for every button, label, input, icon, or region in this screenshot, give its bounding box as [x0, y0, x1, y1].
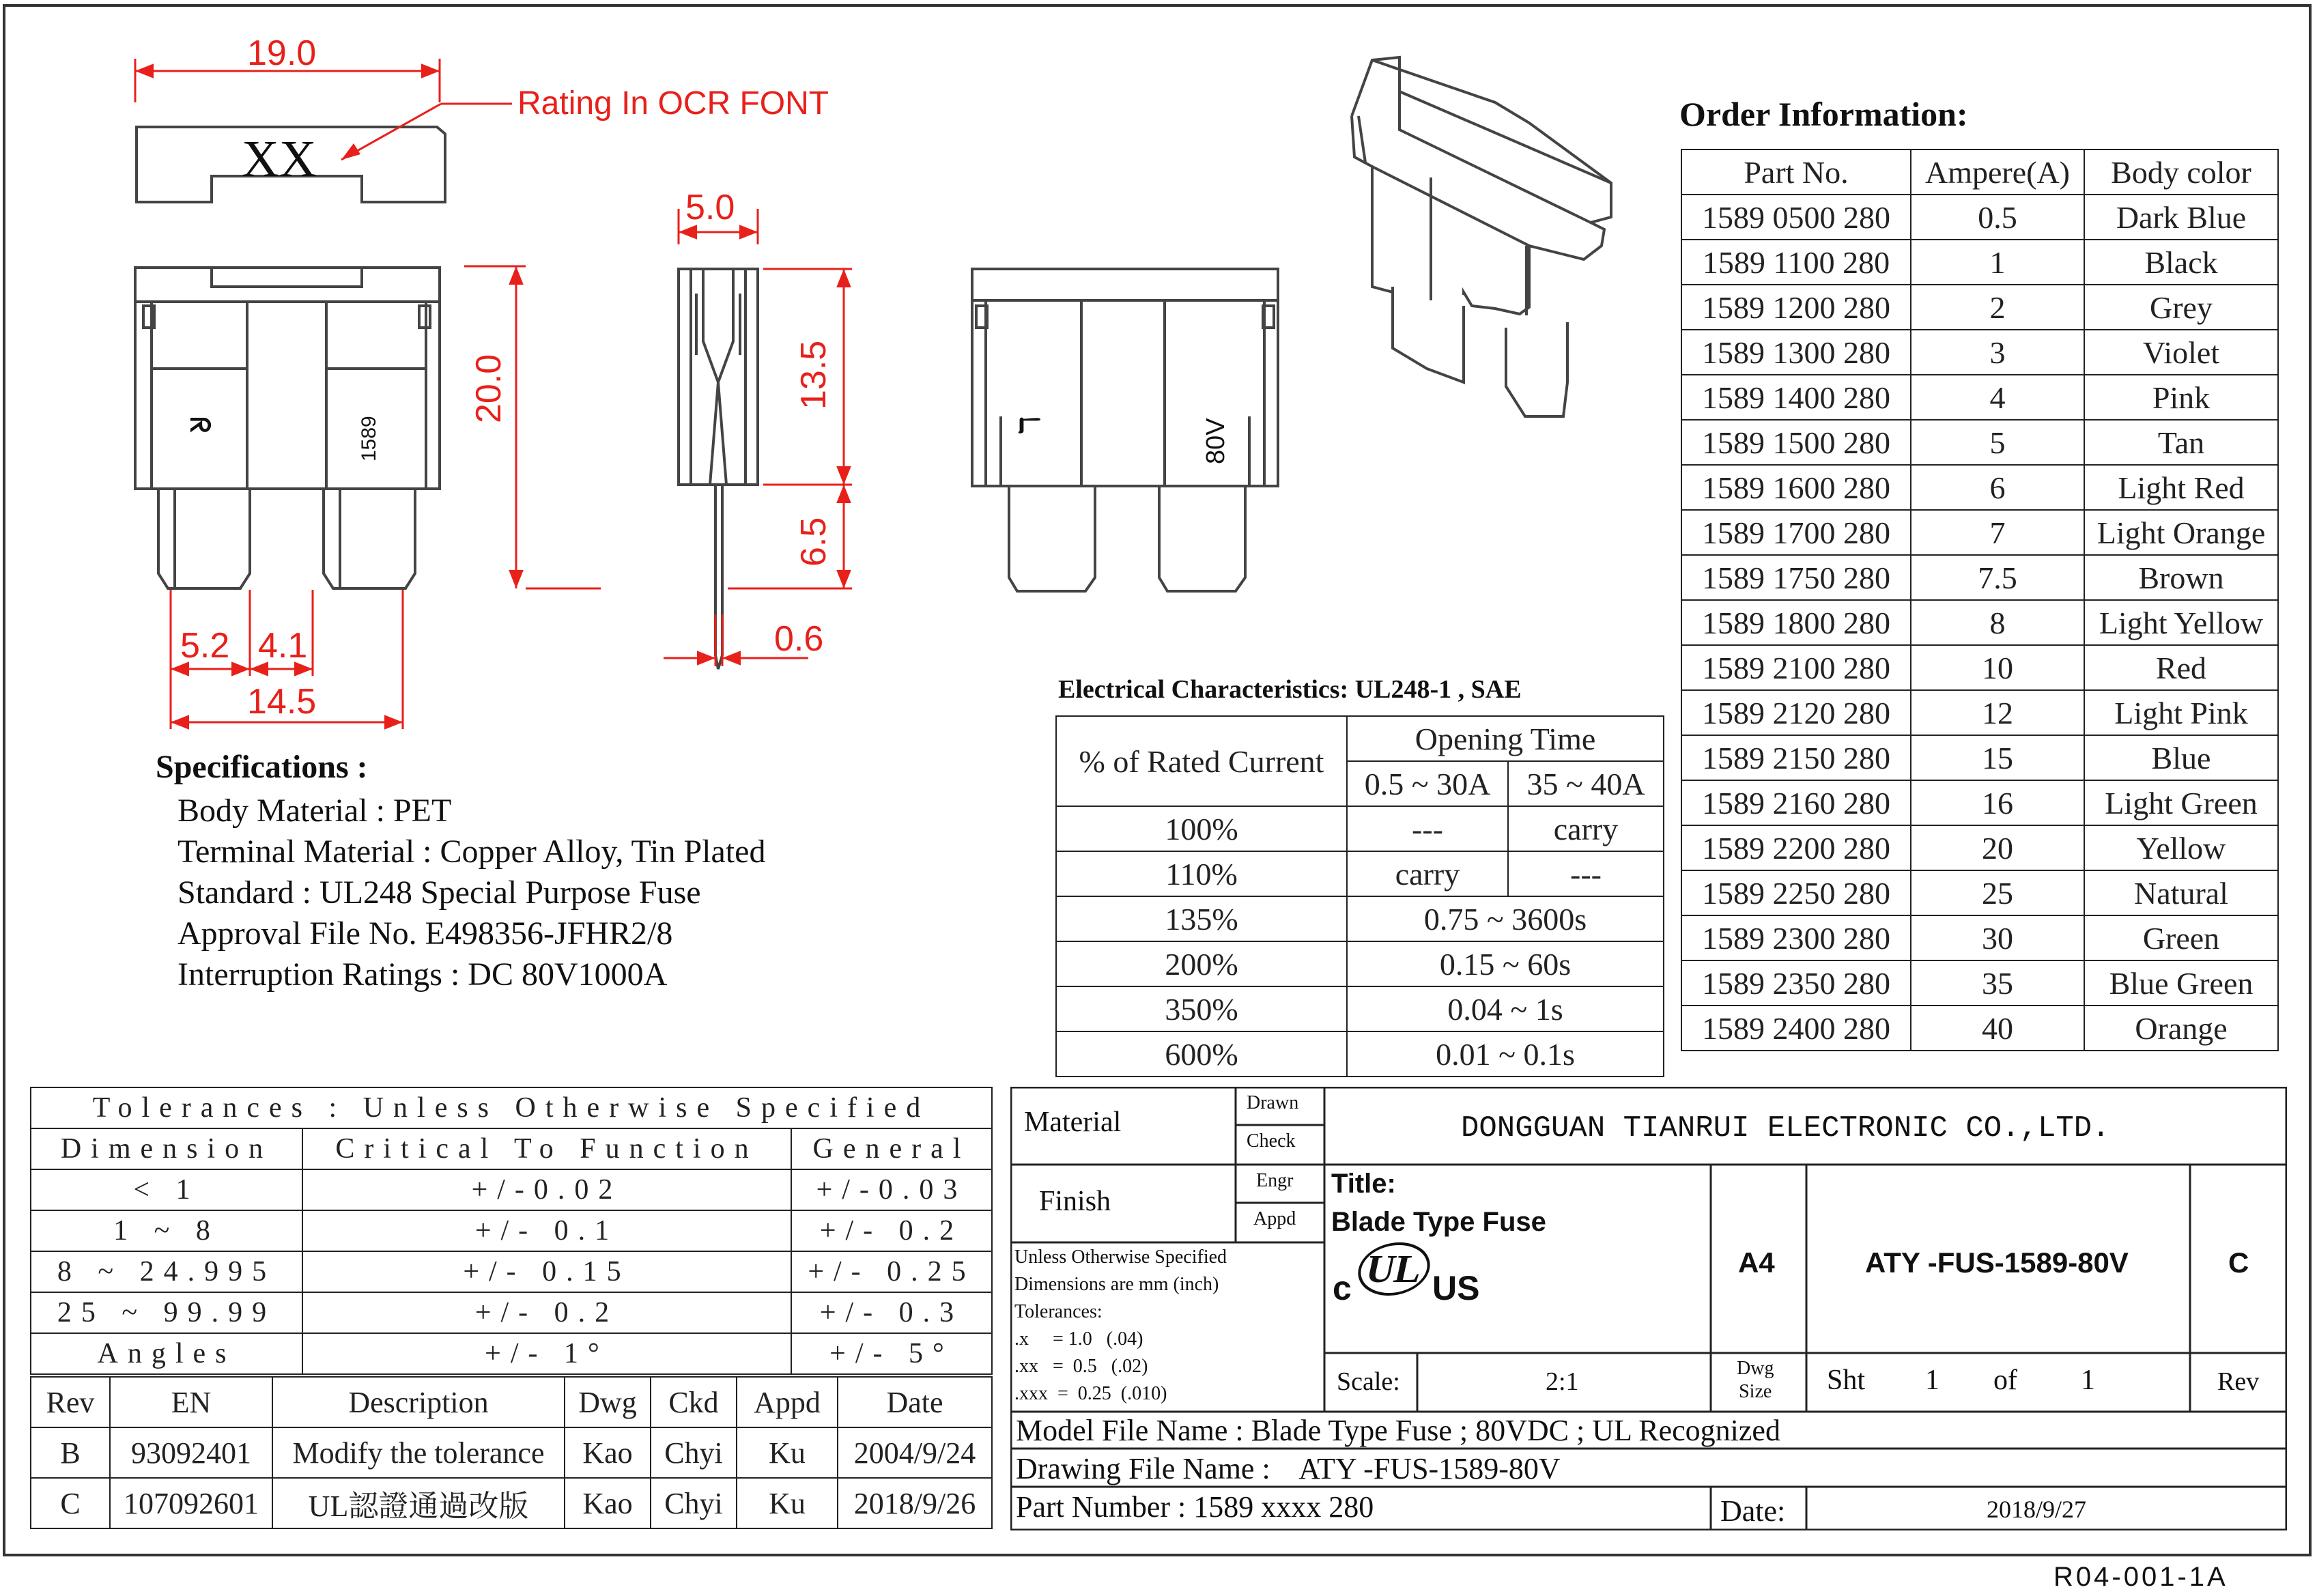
tolerance-cell: +/- 0.1 — [302, 1210, 791, 1251]
order-heading: Order Information: — [1679, 95, 1968, 133]
tolerance-cell: +/- 1° — [302, 1333, 791, 1374]
sheet-size: A4 — [1738, 1246, 1775, 1279]
order-cell: 2 — [1911, 285, 2084, 330]
note-line: Dimensions are mm (inch) — [1014, 1274, 1219, 1295]
order-row — [1681, 825, 2278, 870]
cell: 0.04 ~ 1s — [1347, 986, 1664, 1031]
revision-cell: Kao — [565, 1478, 651, 1528]
tolerance-cell: +/- 0.2 — [791, 1210, 992, 1251]
front-view — [135, 268, 440, 588]
isometric-view — [1352, 57, 1611, 416]
revision-cell: Chyi — [651, 1478, 737, 1528]
sub-col: 35 ~ 40A — [1508, 761, 1664, 806]
engr-label: Engr — [1256, 1170, 1294, 1191]
order-cell: 16 — [1911, 780, 2084, 825]
cell: 0.01 ~ 0.1s — [1347, 1031, 1664, 1077]
revision-cell: 2004/9/24 — [838, 1427, 992, 1478]
order-cell: Violet — [2084, 330, 2278, 375]
revision-cell: B — [31, 1427, 110, 1478]
order-row — [1681, 780, 2278, 825]
revision-cell: 107092601 — [110, 1478, 272, 1528]
ul-logo-icon: UL — [1353, 1242, 1436, 1296]
dwg-size-label — [1737, 1357, 1774, 1403]
tolerance-cell: 1 ~ 8 — [31, 1210, 302, 1251]
order-cell: 1589 2250 280 — [1681, 870, 1911, 915]
order-cell: Pink — [2084, 375, 2278, 420]
tolerance-cell: +/-0.03 — [791, 1169, 992, 1210]
order-cell: 1589 2160 280 — [1681, 780, 1911, 825]
order-cell: 30 — [1911, 915, 2084, 960]
order-cell: 7 — [1911, 510, 2084, 555]
back-mark: 80V — [1202, 418, 1230, 464]
rev-header: Appd — [737, 1377, 838, 1427]
rev-label: Rev — [2217, 1367, 2260, 1396]
ul-us-mark: US — [1432, 1269, 1480, 1307]
order-cell: Light Pink — [2084, 690, 2278, 735]
brand-mark-icon: ℸ — [1014, 416, 1045, 434]
tolerance-cell: < 1 — [31, 1169, 302, 1210]
of-label: of — [1993, 1365, 2017, 1396]
scale-value: 2:1 — [1546, 1367, 1579, 1396]
title-block — [1010, 1087, 2287, 1530]
order-cell: 10 — [1911, 645, 2084, 690]
spec-line: Standard : UL248 Special Purpose Fuse — [177, 874, 701, 911]
spec-line: Approval File No. E498356-JFHR2/8 — [177, 915, 673, 952]
revision-cell: Kao — [565, 1427, 651, 1478]
dwg-size-line: Size — [1739, 1381, 1772, 1402]
order-cell: Green — [2084, 915, 2278, 960]
mechanical-drawing — [0, 0, 1679, 758]
cell: carry — [1508, 806, 1664, 851]
drawing-number: ATY -FUS-1589-80V — [1865, 1246, 2129, 1279]
tolerance-cell: 8 ~ 24.995 — [31, 1251, 302, 1292]
tolerance-row — [31, 1251, 992, 1292]
order-cell: 1589 2150 280 — [1681, 735, 1911, 780]
revision-cell: Chyi — [651, 1427, 737, 1478]
cell: 350% — [1056, 986, 1347, 1031]
tolerance-cell: +/- 0.25 — [791, 1251, 992, 1292]
order-row — [1681, 195, 2278, 240]
appd-label: Appd — [1253, 1208, 1296, 1229]
order-cell: Blue — [2084, 735, 2278, 780]
order-cell: 20 — [1911, 825, 2084, 870]
order-row — [1681, 690, 2278, 735]
order-header: Part No. — [1681, 149, 1911, 195]
order-cell: 1589 2350 280 — [1681, 960, 1911, 1006]
revision-row — [31, 1427, 992, 1478]
order-cell: Black — [2084, 240, 2278, 285]
order-cell: 1589 2120 280 — [1681, 690, 1911, 735]
order-row — [1681, 735, 2278, 780]
revision-cell: Ku — [737, 1478, 838, 1528]
dim-width-top: 19.0 — [247, 33, 317, 73]
dim-blade-gap: 4.1 — [258, 626, 308, 666]
order-cell: 1589 1300 280 — [1681, 330, 1911, 375]
tolerance-title: Tolerances : Unless Otherwise Specified — [31, 1087, 992, 1128]
tol-header: Critical To Function — [302, 1128, 791, 1169]
material-label: Material — [1024, 1107, 1122, 1138]
order-cell: Light Red — [2084, 465, 2278, 510]
order-row — [1681, 555, 2278, 600]
order-table — [1681, 149, 2279, 1051]
order-cell: 1589 1700 280 — [1681, 510, 1911, 555]
ul-mark-icon: ᖇ — [184, 416, 215, 433]
tolerance-cell: +/- 0.3 — [791, 1292, 992, 1333]
tol-header: Dimension — [31, 1128, 302, 1169]
order-cell: Light Orange — [2084, 510, 2278, 555]
cell: 135% — [1056, 896, 1347, 941]
specs-list — [177, 790, 765, 995]
order-row — [1681, 420, 2278, 465]
order-cell: Red — [2084, 645, 2278, 690]
model-file-name: Model File Name : Blade Type Fuse ; 80VDC ; UL Recognized — [1016, 1414, 1780, 1447]
revision-cell: Ku — [737, 1427, 838, 1478]
order-row — [1681, 645, 2278, 690]
order-row — [1681, 915, 2278, 960]
revision-cell: 93092401 — [110, 1427, 272, 1478]
cell: 0.15 ~ 60s — [1347, 941, 1664, 986]
order-cell: 4 — [1911, 375, 2084, 420]
order-cell: 25 — [1911, 870, 2084, 915]
note-line: Tolerances: — [1014, 1301, 1103, 1322]
order-row — [1681, 510, 2278, 555]
order-cell: 1589 1100 280 — [1681, 240, 1911, 285]
tolerance-cell: +/- 0.15 — [302, 1251, 791, 1292]
front-mark: 1589 — [358, 416, 380, 461]
company-name: DONGGUAN TIANRUI ELECTRONIC CO.,LTD. — [1461, 1111, 2110, 1145]
order-cell: Light Green — [2084, 780, 2278, 825]
note-line: .x = 1.0 (.04) — [1014, 1328, 1143, 1350]
drawing-file-name: Drawing File Name : ATY -FUS-1589-80V — [1016, 1452, 1561, 1485]
tolerance-row — [31, 1169, 992, 1210]
order-cell: 1589 1600 280 — [1681, 465, 1911, 510]
tolerance-table — [30, 1087, 993, 1375]
order-cell: 8 — [1911, 600, 2084, 645]
order-cell: 1589 2300 280 — [1681, 915, 1911, 960]
dim-side-width: 5.0 — [685, 188, 735, 227]
order-cell: 1589 1200 280 — [1681, 285, 1911, 330]
order-cell: 6 — [1911, 465, 2084, 510]
scale-label: Scale: — [1337, 1367, 1400, 1396]
specs-heading: Specifications : — [156, 749, 368, 785]
rev-header: EN — [110, 1377, 272, 1427]
drawn-label: Drawn — [1247, 1092, 1299, 1113]
order-cell: 40 — [1911, 1006, 2084, 1051]
revision-cell: C — [31, 1478, 110, 1528]
cell: 110% — [1056, 851, 1347, 896]
tolerance-notes — [1014, 1244, 1227, 1408]
note-line: .xxx = 0.25 (.010) — [1014, 1383, 1167, 1404]
order-cell: Light Yellow — [2084, 600, 2278, 645]
cell: 600% — [1056, 1031, 1347, 1077]
sheet-number: 1 — [1925, 1365, 1939, 1396]
rev-header: Dwg — [565, 1377, 651, 1427]
revision-row — [31, 1478, 992, 1528]
sheet-total: 1 — [2081, 1365, 2095, 1396]
col-opening: Opening Time — [1347, 716, 1664, 761]
rev-header: Date — [838, 1377, 992, 1427]
date-value: 2018/9/27 — [1987, 1496, 2087, 1523]
order-cell: 5 — [1911, 420, 2084, 465]
order-cell: 7.5 — [1911, 555, 2084, 600]
tolerance-cell: +/-0.02 — [302, 1169, 791, 1210]
order-cell: 1589 2100 280 — [1681, 645, 1911, 690]
order-row — [1681, 870, 2278, 915]
revision-cell: 2018/9/26 — [838, 1478, 992, 1528]
dim-blade-w1: 5.2 — [180, 626, 230, 666]
order-cell: 1589 1800 280 — [1681, 600, 1911, 645]
part-number: Part Number : 1589 xxxx 280 — [1016, 1490, 1374, 1524]
cell: 100% — [1056, 806, 1347, 851]
rating-note: Rating In OCR FONT — [517, 85, 829, 122]
order-cell: 1589 1750 280 — [1681, 555, 1911, 600]
sheet-label: Sht — [1827, 1365, 1866, 1396]
tol-header: General — [791, 1128, 992, 1169]
spec-line: Interruption Ratings : DC 80V1000A — [177, 956, 668, 993]
side-view — [679, 269, 758, 669]
tolerance-row — [31, 1333, 992, 1374]
dwg-size-line: Dwg — [1737, 1358, 1774, 1379]
revision-table — [30, 1376, 993, 1529]
order-cell: Blue Green — [2084, 960, 2278, 1006]
order-cell: 35 — [1911, 960, 2084, 1006]
order-cell: 12 — [1911, 690, 2084, 735]
order-row — [1681, 240, 2278, 285]
tolerance-cell: +/- 5° — [791, 1333, 992, 1374]
order-header: Body color — [2084, 149, 2278, 195]
check-label: Check — [1247, 1130, 1296, 1152]
revision-letter: C — [2228, 1246, 2249, 1279]
cell: 200% — [1056, 941, 1347, 986]
tolerance-cell: Angles — [31, 1333, 302, 1374]
order-cell: 1589 1400 280 — [1681, 375, 1911, 420]
title-label: Title: — [1331, 1169, 1396, 1199]
order-row — [1681, 465, 2278, 510]
electrical-table — [1055, 715, 1664, 1077]
rating-mark: XX — [242, 130, 317, 188]
order-row — [1681, 330, 2278, 375]
tolerance-row — [31, 1210, 992, 1251]
revision-cell: UL認證通過改版 — [272, 1478, 565, 1528]
spec-line: Terminal Material : Copper Alloy, Tin Plated — [177, 833, 766, 870]
note-line: .xx = 0.5 (.02) — [1014, 1356, 1148, 1377]
tolerance-row — [31, 1292, 992, 1333]
order-row — [1681, 600, 2278, 645]
order-cell: Tan — [2084, 420, 2278, 465]
order-cell: Orange — [2084, 1006, 2278, 1051]
order-cell: 3 — [1911, 330, 2084, 375]
order-cell: 1589 1500 280 — [1681, 420, 1911, 465]
order-cell: Natural — [2084, 870, 2278, 915]
order-cell: 0.5 — [1911, 195, 2084, 240]
dim-blade-len: 6.5 — [794, 517, 834, 567]
spec-line: Body Material : PET — [177, 793, 452, 829]
order-cell: 1589 0500 280 — [1681, 195, 1911, 240]
tolerance-cell: 25 ~ 99.99 — [31, 1292, 302, 1333]
note-line: Unless Otherwise Specified — [1014, 1246, 1227, 1268]
ul-c-mark: c — [1333, 1269, 1352, 1307]
order-cell: Brown — [2084, 555, 2278, 600]
order-cell: Dark Blue — [2084, 195, 2278, 240]
date-label: Date: — [1720, 1494, 1786, 1528]
cell: --- — [1508, 851, 1664, 896]
rev-header: Rev — [31, 1377, 110, 1427]
order-cell: 1 — [1911, 240, 2084, 285]
order-row — [1681, 1006, 2278, 1051]
order-row — [1681, 375, 2278, 420]
electrical-heading: Electrical Characteristics: UL248-1 , SAE — [1058, 675, 1522, 704]
rev-header: Description — [272, 1377, 565, 1427]
dim-height-total: 20.0 — [469, 354, 509, 423]
col-rated: % of Rated Current — [1056, 716, 1347, 806]
rev-header: Ckd — [651, 1377, 737, 1427]
cell: carry — [1347, 851, 1508, 896]
order-row — [1681, 960, 2278, 1006]
footer-code: R04-001-1A — [2053, 1562, 2228, 1592]
dim-blade-span: 14.5 — [247, 682, 317, 722]
order-cell: Grey — [2084, 285, 2278, 330]
order-cell: 1589 2400 280 — [1681, 1006, 1911, 1051]
cell: --- — [1347, 806, 1508, 851]
dim-blade-thick: 0.6 — [774, 619, 824, 659]
dim-height-body: 13.5 — [794, 340, 834, 410]
order-row — [1681, 285, 2278, 330]
sub-col: 0.5 ~ 30A — [1347, 761, 1508, 806]
order-cell: 1589 2200 280 — [1681, 825, 1911, 870]
revision-cell: Modify the tolerance — [272, 1427, 565, 1478]
finish-label: Finish — [1039, 1186, 1111, 1217]
order-cell: Yellow — [2084, 825, 2278, 870]
order-cell: 15 — [1911, 735, 2084, 780]
order-header: Ampere(A) — [1911, 149, 2084, 195]
tolerance-cell: +/- 0.2 — [302, 1292, 791, 1333]
cell: 0.75 ~ 3600s — [1347, 896, 1664, 941]
drawing-title: Blade Type Fuse — [1331, 1207, 1546, 1237]
